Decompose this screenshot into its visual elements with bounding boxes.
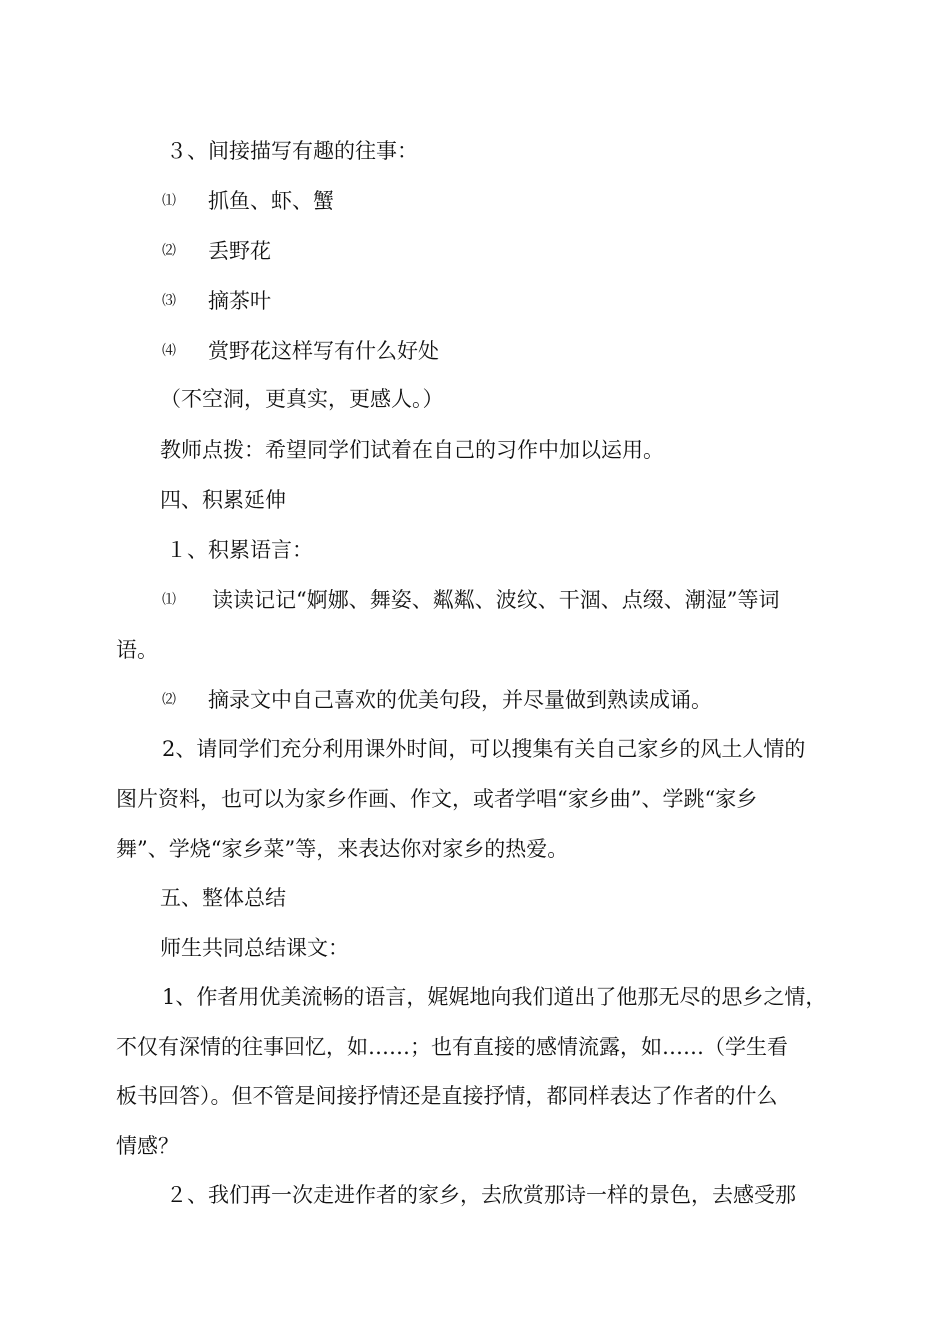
- paragraph-text: 1、作者用优美流畅的语言，娓娓地向我们道出了他那无尽的思乡之情，: [162, 985, 827, 1009]
- list-item-text: 赏野花这样写有什么好处: [208, 339, 439, 363]
- list-marker: ⑴: [162, 192, 176, 209]
- paragraph-text: （不空洞，更真实，更感人。）: [160, 387, 444, 411]
- paragraph-text: 师生共同总结课文：: [160, 936, 349, 960]
- paragraph-line: [116, 1022, 856, 1072]
- list-item-text: 丢野花: [208, 239, 271, 263]
- paragraph-line: [116, 923, 900, 973]
- paragraph-text: 2、请同学们充分利用课外时间，可以搜集有关自己家乡的风土人情的: [162, 737, 806, 761]
- paragraph-line: [116, 1121, 856, 1171]
- list-item: [116, 176, 902, 228]
- section-item-3: [116, 126, 906, 176]
- list-marker: ⑵: [162, 242, 176, 259]
- paragraph-text: 图片资料，也可以为家乡作画、作文，或者学唱“家乡曲”、学跳“家乡: [116, 787, 758, 811]
- list-marker: ⑵: [162, 691, 176, 708]
- paragraph-text: 情感？: [116, 1134, 179, 1158]
- heading-text: 四、积累延伸: [160, 488, 286, 512]
- list-item-text: 读读记记“婀娜、舞姿、粼粼、波纹、干涸、点缀、潮湿”等词: [212, 588, 780, 612]
- list-item: [116, 326, 902, 378]
- paragraph-line: [116, 774, 856, 824]
- list-item-text: 摘茶叶: [208, 289, 271, 313]
- section-heading-4: [116, 475, 900, 525]
- list-item-text: 摘录文中自己喜欢的优美句段，并尽量做到熟读成诵。: [208, 688, 712, 712]
- list-item: [116, 575, 902, 627]
- heading-text: １、积累语言：: [166, 538, 313, 562]
- teacher-note: [116, 425, 900, 475]
- answer-note: [116, 374, 900, 424]
- paragraph-line: [116, 972, 902, 1022]
- paragraph-line: [116, 1170, 906, 1220]
- paragraph-text: 教师点拨：希望同学们试着在自己的习作中加以运用。: [160, 438, 664, 462]
- list-marker: ⑴: [162, 591, 176, 608]
- paragraph-text: 语。: [116, 638, 158, 662]
- list-item: [116, 675, 902, 727]
- paragraph-text: ３、间接描写有趣的往事：: [166, 139, 418, 163]
- list-marker: ⑷: [162, 342, 176, 359]
- paragraph-text: 舞”、学烧“家乡菜”等，来表达你对家乡的热爱。: [116, 837, 569, 861]
- paragraph-text: 不仅有深情的往事回忆，如……；也有直接的感情流露，如……（学生看: [116, 1035, 788, 1059]
- heading-text: 五、整体总结: [160, 886, 286, 910]
- list-item-continuation: [116, 625, 856, 675]
- subsection-heading-1: [116, 525, 906, 575]
- paragraph-line: [116, 824, 856, 874]
- list-item: [116, 276, 902, 328]
- list-item-text: 抓鱼、虾、蟹: [208, 189, 334, 213]
- paragraph-text: 板书回答）。但不管是间接抒情还是直接抒情，都同样表达了作者的什么: [116, 1084, 778, 1108]
- section-heading-5: [116, 873, 900, 923]
- list-marker: ⑶: [162, 292, 176, 309]
- paragraph-line: [116, 1071, 856, 1121]
- list-item: [116, 226, 902, 278]
- paragraph-text: ２、我们再一次走进作者的家乡，去欣赏那诗一样的景色，去感受那: [166, 1183, 796, 1207]
- paragraph-line: [116, 724, 902, 774]
